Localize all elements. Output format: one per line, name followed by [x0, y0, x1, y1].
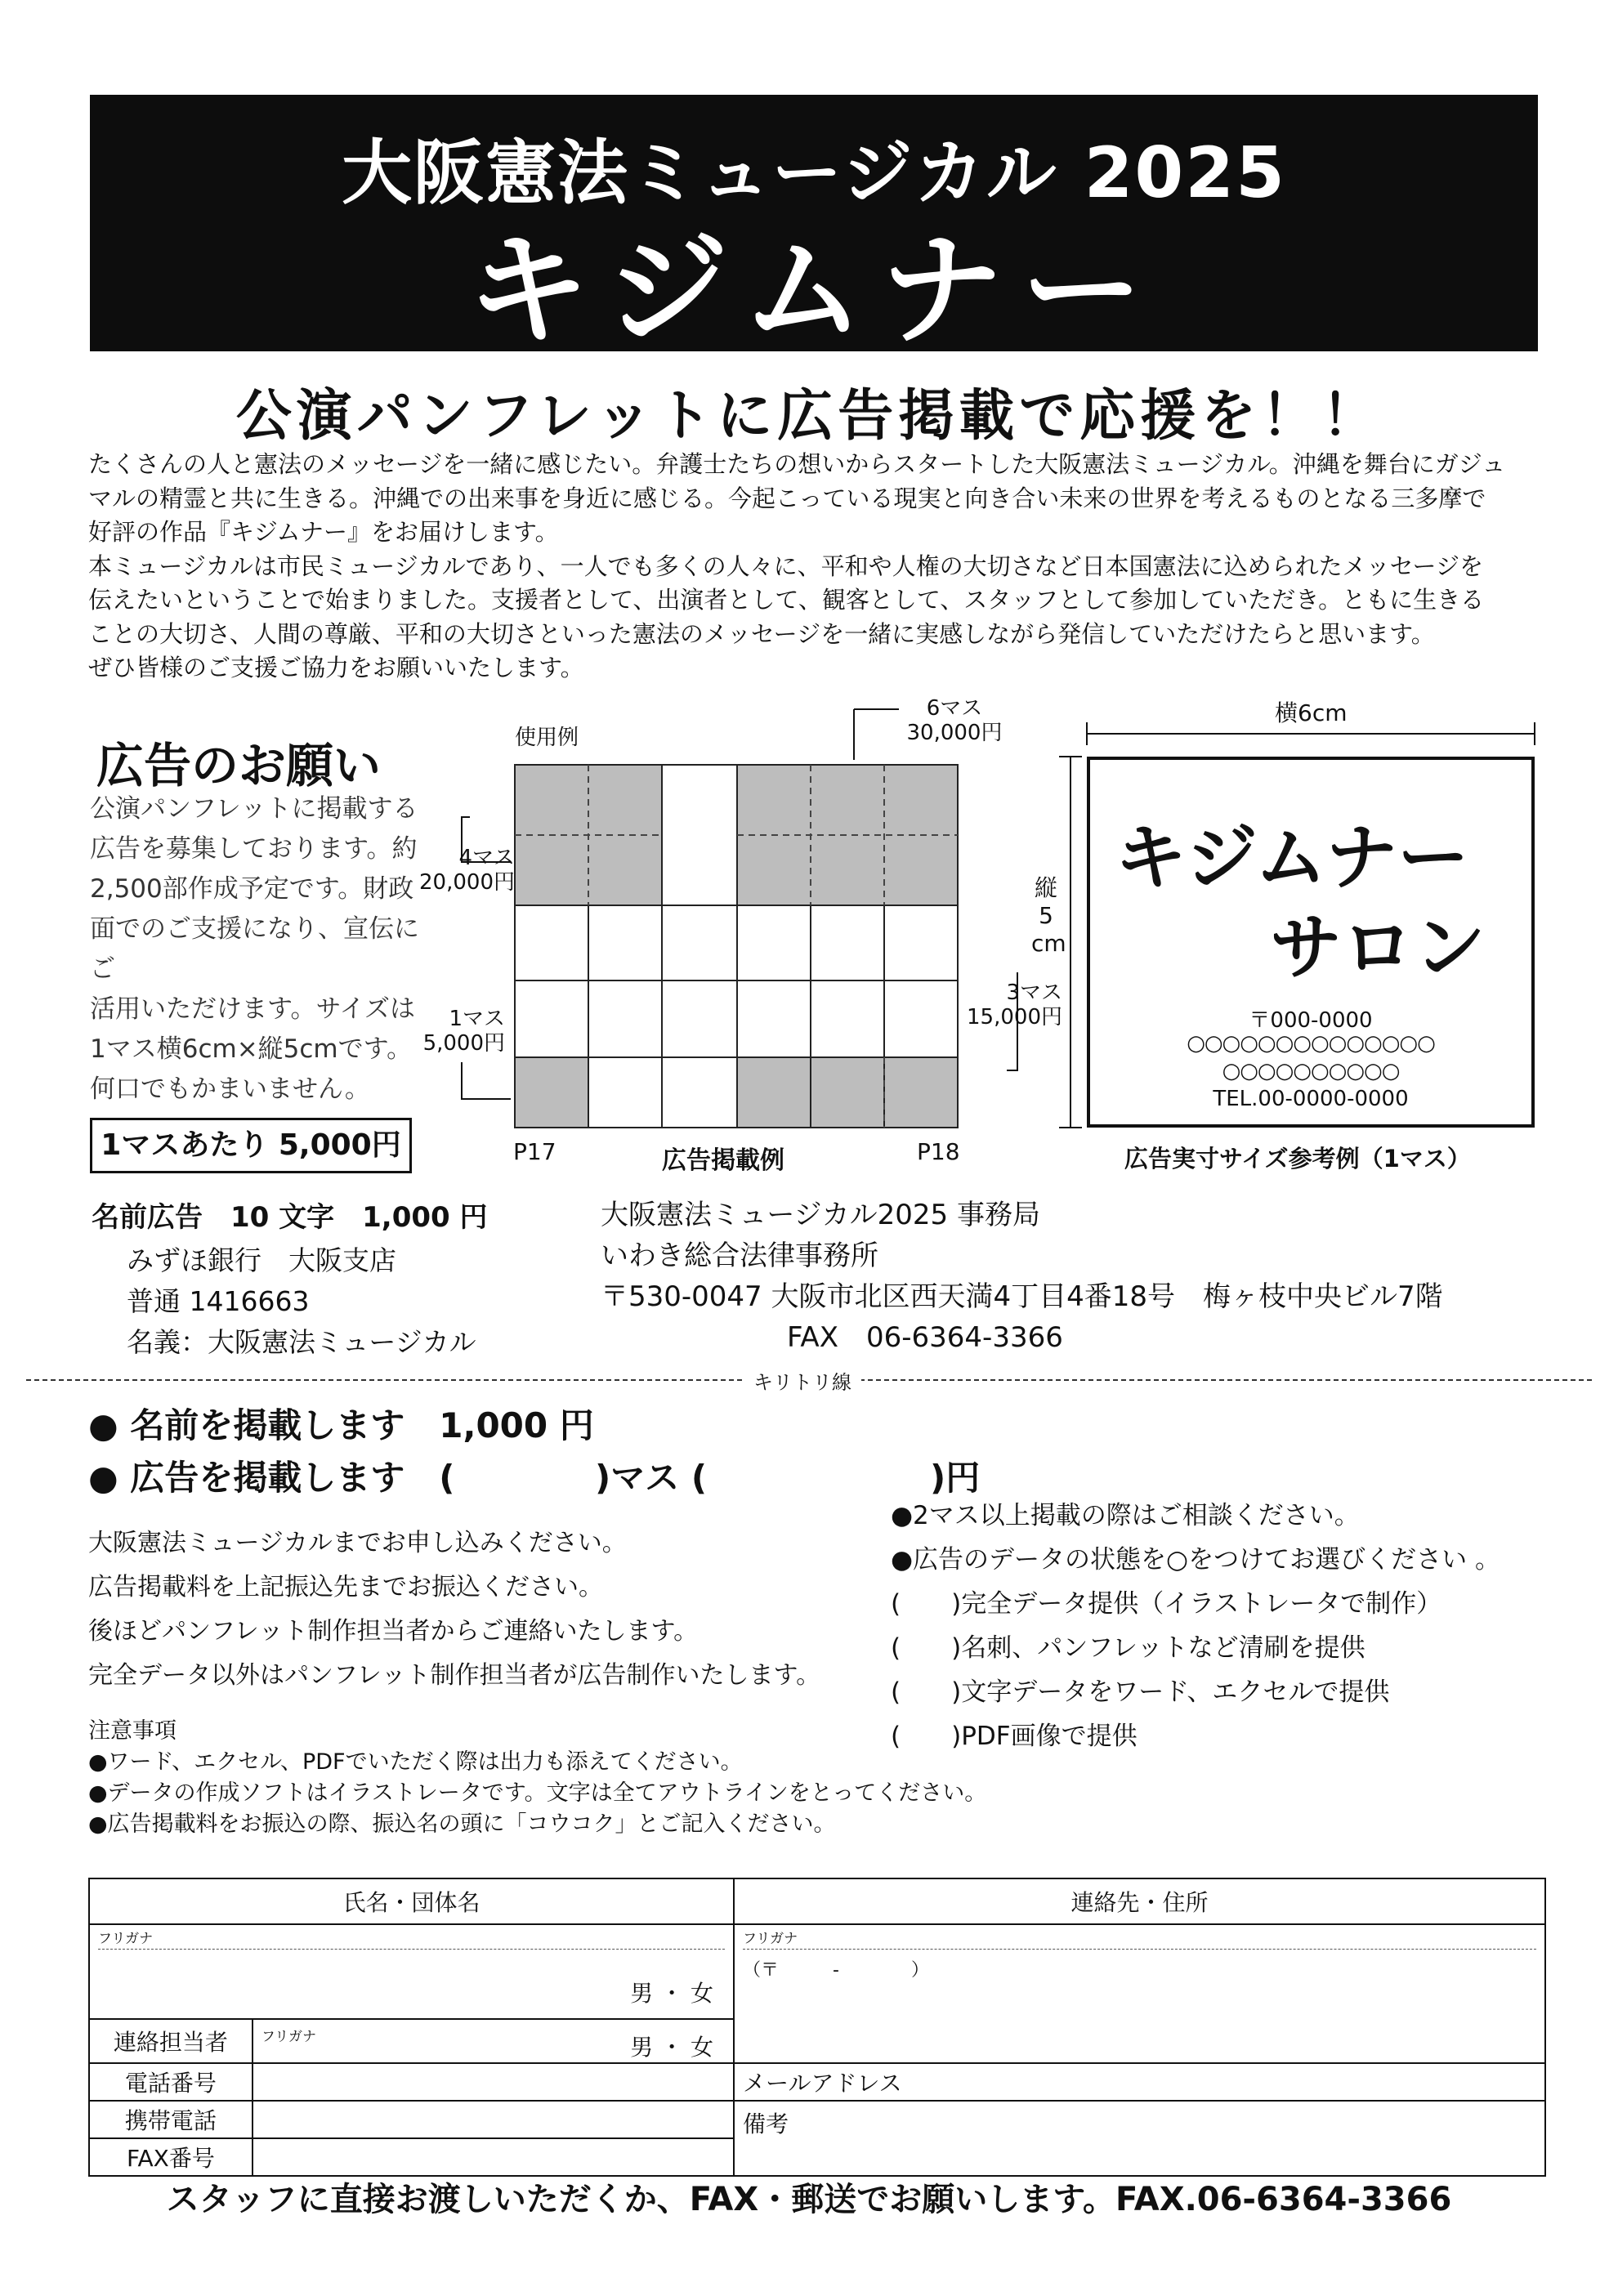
intro-line: 好評の作品『キジムナー』をお届けします。 [88, 518, 559, 546]
sample-title: キジムナー [1115, 815, 1469, 900]
bank-line: 名義：大阪憲法ミュージカル [127, 1326, 476, 1358]
furigana-label: フリガナ [98, 1925, 725, 1950]
mobile-label: 携帯電話 [89, 2101, 253, 2138]
label-4-price: 20,000円 [419, 870, 515, 895]
name-ad-price: 名前広告 10 文字 1,000 円 [92, 1201, 488, 1234]
height-label-part: 5 [1039, 902, 1053, 929]
layout-caption: 広告掲載例 [662, 1146, 784, 1175]
form-header-contact: 連絡先・住所 [734, 1878, 1545, 1924]
sample-subtitle: サロン [1270, 905, 1486, 989]
headline: 公演パンフレットに広告掲載で応援を！！ [235, 384, 1383, 449]
label-1-price: 5,000円 [422, 1031, 505, 1056]
order-ad-suffix: )円 [930, 1458, 981, 1498]
office-line: いわき総合法律事務所 [601, 1240, 878, 1272]
sample-tel: TEL.00-0000-0000 [1213, 1087, 1409, 1111]
size-caption: 広告実寸サイズ参考例（1マス） [1124, 1145, 1471, 1173]
order-name-line: ● 名前を掲載します 1,000 円 [88, 1405, 594, 1445]
ad-request-line: 活用いただけます。サイズは [90, 994, 416, 1024]
ad-request-line: 1マス横6cm×縦5cmです。 [90, 1034, 413, 1064]
email-field[interactable] [734, 2063, 1545, 2101]
office-line: 〒530-0047 大阪市北区西天満4丁目4番18号 梅ヶ枝中央ビル7階 [601, 1280, 1443, 1313]
furigana-label: フリガナ [261, 2029, 316, 2045]
page-right: P18 [917, 1138, 960, 1165]
order-ad-prefix: ● 広告を掲載します ( [88, 1458, 455, 1498]
instruction-line: 大阪憲法ミュージカルまでお申し込みください。 [88, 1529, 627, 1557]
remarks-label: 備考 [743, 2111, 789, 2137]
bank-line: みずほ銀行 大阪支店 [127, 1244, 396, 1276]
gender-select[interactable]: 男 ・ 女 [630, 2034, 714, 2061]
sample-zip: 〒000-0000 [1249, 1008, 1373, 1033]
show-title: キジムナー [467, 220, 1161, 362]
bank-info [127, 1240, 476, 1363]
callout-1 [462, 1062, 511, 1099]
ad-request-line: 公演パンフレットに掲載する [90, 794, 418, 824]
address-field[interactable] [734, 1924, 1545, 2063]
sample-address-2: ○○○○○○○○○○ [1222, 1059, 1400, 1083]
remarks-field[interactable] [734, 2101, 1545, 2176]
fax-field[interactable] [253, 2138, 734, 2176]
furigana-label: フリガナ [743, 1925, 1536, 1950]
intro-line: 本ミュージカルは市民ミュージカルであり、一人でも多くの人々に、平和や人権の大切さなど日本国憲法に込められたメッセージを [88, 552, 1483, 580]
cut-line-label: キリトリ線 [744, 1366, 861, 1395]
height-label [1031, 874, 1066, 958]
office-line: FAX 06-6364-3366 [787, 1321, 1063, 1354]
option-line: ( )PDF画像で提供 [891, 1722, 1138, 1751]
instructions [88, 1521, 820, 1698]
ad-request-line: 広告を募集しております。約 [90, 834, 418, 864]
event-title: 大阪憲法ミュージカル 2025 [342, 132, 1286, 214]
caution-item: ●データの作成ソフトはイラストレータです。文字は全てアウトラインをとってください。 [88, 1780, 987, 1806]
height-label-part: cm [1031, 930, 1066, 957]
page-left: P17 [513, 1138, 556, 1165]
usage-label: 使用例 [515, 726, 579, 750]
label-4-count: 4マス [458, 846, 515, 870]
name-field[interactable] [89, 1924, 734, 2019]
width-label: 横6cm [1275, 699, 1348, 726]
fax-label: FAX番号 [89, 2138, 253, 2176]
ad-request-title: 広告のお願い [96, 738, 382, 793]
label-6-price: 30,000円 [906, 721, 1003, 745]
caution-item: ●ワード、エクセル、PDFでいただく際は出力も添えてください。 [88, 1749, 743, 1775]
sample-address-1: ○○○○○○○○○○○○○○ [1187, 1031, 1435, 1056]
label-1-count: 1マス [449, 1007, 505, 1031]
shade-3-masu [737, 1057, 958, 1128]
ad-request-line: 2,500部作成予定です。財政 [90, 874, 414, 904]
height-label-part: 縦 [1034, 874, 1057, 901]
office-info [601, 1195, 1443, 1358]
caution-item: ●広告掲載料をお振込の際、振込名の頭に「コウコク」とご記入ください。 [88, 1811, 836, 1837]
contact-person-field[interactable] [253, 2019, 734, 2063]
callout-3 [1007, 972, 1017, 1070]
phone-field[interactable] [253, 2063, 734, 2101]
contact-person-label: 連絡担当者 [89, 2019, 253, 2063]
option-line: ( )完全データ提供（イラストレータで制作） [891, 1589, 1442, 1619]
footer-note: スタッフに直接お渡しいただくか、FAX・郵送でお願いします。FAX.06-6364-3366 [166, 2181, 1452, 2218]
caution-title: 注意事項 [88, 1718, 177, 1744]
instruction-line: 後ほどパンフレット制作担当者からご連絡いたします。 [88, 1617, 699, 1646]
ad-request-line: 何口でもかまいません。 [90, 1074, 370, 1104]
form-header-name: 氏名・団体名 [89, 1878, 734, 1924]
intro-line: たくさんの人と憲法のメッセージを一緒に感じたい。弁護士たちの想いからスタートした大阪憲法ミュージカル。沖縄を舞台にガジュ [88, 450, 1506, 478]
office-line: 大阪憲法ミュージカル2025 事務局 [601, 1199, 1040, 1231]
option-line: ( )文字データをワード、エクセルで提供 [891, 1677, 1390, 1707]
ad-request-line: 面でのご支援になり、宣伝にご [90, 914, 419, 984]
instruction-line: 完全データ以外はパンフレット制作担当者が広告制作いたします。 [88, 1661, 821, 1690]
caution-section [88, 1716, 986, 1840]
phone-label: 電話番号 [89, 2063, 253, 2101]
label-3-price: 15,000円 [967, 1005, 1062, 1030]
gender-select[interactable]: 男 ・ 女 [630, 1980, 714, 2007]
instruction-line: 広告掲載料を上記振込先までお振込ください。 [88, 1573, 603, 1601]
note-line: ●2マス以上掲載の際はご相談ください。 [891, 1501, 1360, 1530]
bank-line: 普通 1416663 [127, 1285, 310, 1317]
mobile-field[interactable] [253, 2101, 734, 2138]
shade-1-masu [515, 1057, 588, 1128]
intro-line: マルの精霊と共に生きる。沖縄での出来事を身近に感じる。今起こっている現実と向き合い未来の世界を考えるものとなる三多摩で [88, 484, 1486, 512]
intro-line: ぜひ皆様のご支援ご協力をお願いいたします。 [88, 654, 584, 681]
email-label: メールアドレス [743, 2070, 902, 2097]
label-6-count: 6マス [926, 696, 983, 721]
option-line: ( )名刺、パンフレットなど清刷を提供 [891, 1633, 1365, 1663]
order-ad-mid: )マス ( [595, 1458, 708, 1498]
note-line: ●広告のデータの状態を○をつけてお選びください 。 [891, 1545, 1500, 1575]
unit-price-box: 1マスあたり 5,000円 [90, 1118, 412, 1173]
callout-4 [462, 817, 511, 862]
intro-line: 伝えたいということで始まりました。支援者として、出演者として、観客として、スタッフとして参加していただき。ともに生きる [88, 586, 1485, 614]
ad-size-example [1087, 757, 1535, 1128]
intro-line: ことの大切さ、人間の尊厳、平和の大切さといった憲法のメッセージを一緒に実感しながら発信していただけたらと思います。 [88, 619, 1435, 648]
label-3-count: 3マス [1006, 980, 1062, 1005]
application-form [88, 1878, 1546, 2177]
zip-hint: （〒 - ） [743, 1960, 929, 1981]
